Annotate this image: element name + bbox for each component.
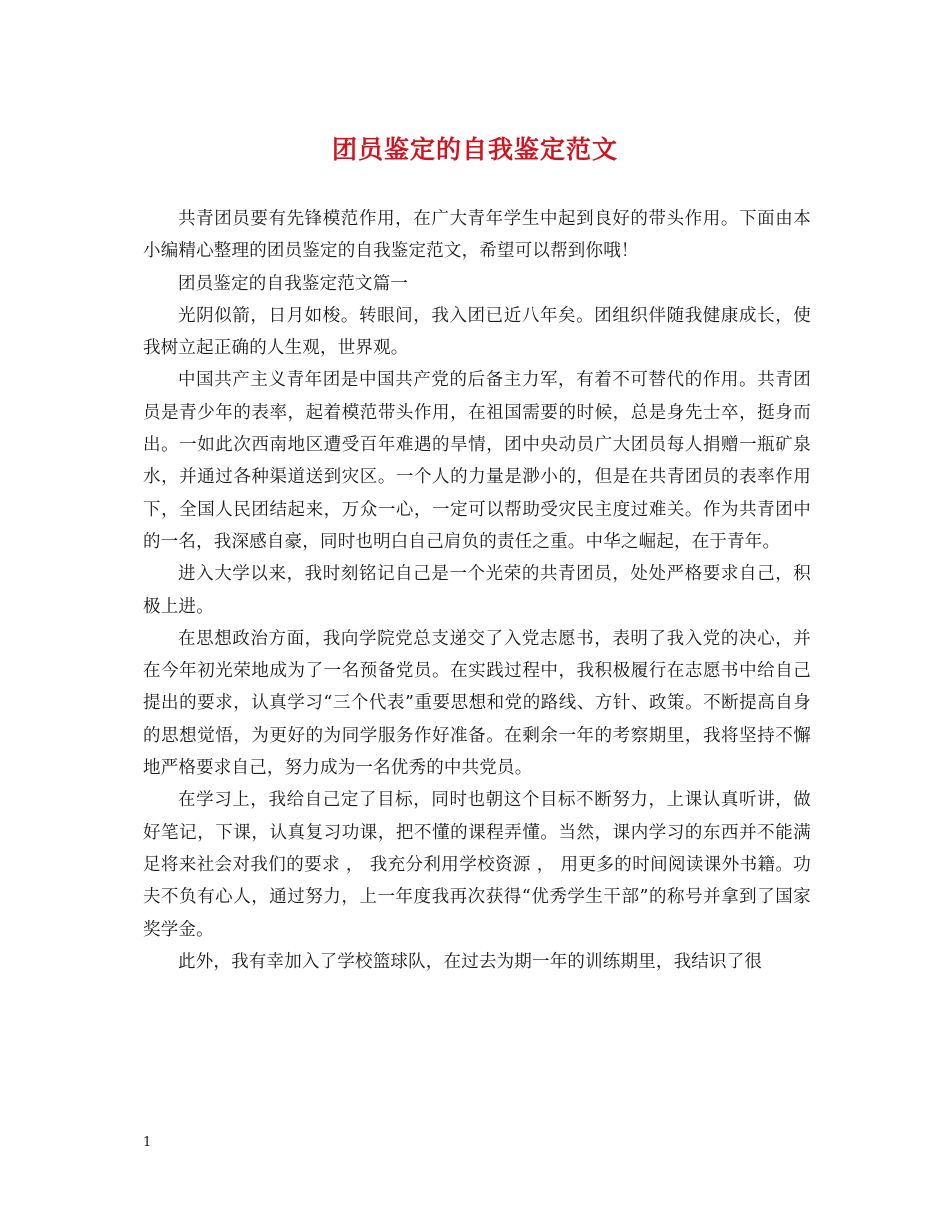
document-title: 团员鉴定的自我鉴定范文	[331, 135, 618, 164]
paragraph: 此外，我有幸加入了学校篮球队，在过去为期一年的训练期里，我结识了很	[178, 951, 763, 972]
paragraph: 在思想政治方面，我向学院党总支递交了入党志愿书，表明了我入党的决心，并在今年初光荣地成为了一名预备党员。在实践过程中，我积极履行在志愿书中给自己提出的要求，认真学习“三个代表”重要思想和党的路线、方针、政策。不断提高自身的思想觉悟，为更好的为同学服务作好准备。在剩余一年的考察期里，我将坚持不懈地严格要求自己，努力成为一名优秀的中共党员。	[143, 628, 811, 779]
paragraph-intro: 共青团员要有先锋模范作用，在广大青年学生中起到良好的带头作用。下面由本小编精心整理的团员鉴定的自我鉴定范文，希望可以帮到你哦！	[143, 209, 811, 262]
paragraph: 光阴似箭，日月如梭。转眼间，我入团已近八年矣。团组织伴随我健康成长，使我树立起正确的人生观，世界观。	[143, 305, 811, 359]
paragraph: 在学习上，我给自己定了目标，同时也朝这个目标不断努力，上课认真听讲，做好笔记，下课，认真复习功课，把不懂的课程弄懂。当然，课内学习的东西并不能满足将来社会对我们的要求 ， 我充分利用学校资源 ， 用更多的时间阅读课外书籍。功夫不负有心人，通过努力，上一年度我再次获得“优秀学生干部”的称号并拿到了国家奖学金。	[143, 790, 811, 940]
paragraph: 进入大学以来，我时刻铭记自己是一个光荣的共青团员，处处严格要求自己，积极上进。	[143, 564, 811, 617]
paragraph: 中国共产主义青年团是中国共产党的后备主力军，有着不可替代的作用。共青团员是青少年的表率，起着模范带头作用，在祖国需要的时候，总是身先士卒，挺身而出。一如此次西南地区遭受百年难遇的旱情，团中央动员广大团员每人捐赠一瓶矿泉水，并通过各种渠道送到灾区。一个人的力量是渺小的，但是在共青团员的表率作用下，全国人民团结起来，万众一心，一定可以帮助受灾民主度过难关。作为共青团中的一名，我深感自豪，同时也明白自己肩负的责任之重。中华之崛起，在于青年。	[143, 370, 811, 552]
document-body	[143, 203, 811, 978]
section-heading: 团员鉴定的自我鉴定范文篇一	[178, 273, 409, 294]
page-number: 1	[143, 1135, 152, 1150]
